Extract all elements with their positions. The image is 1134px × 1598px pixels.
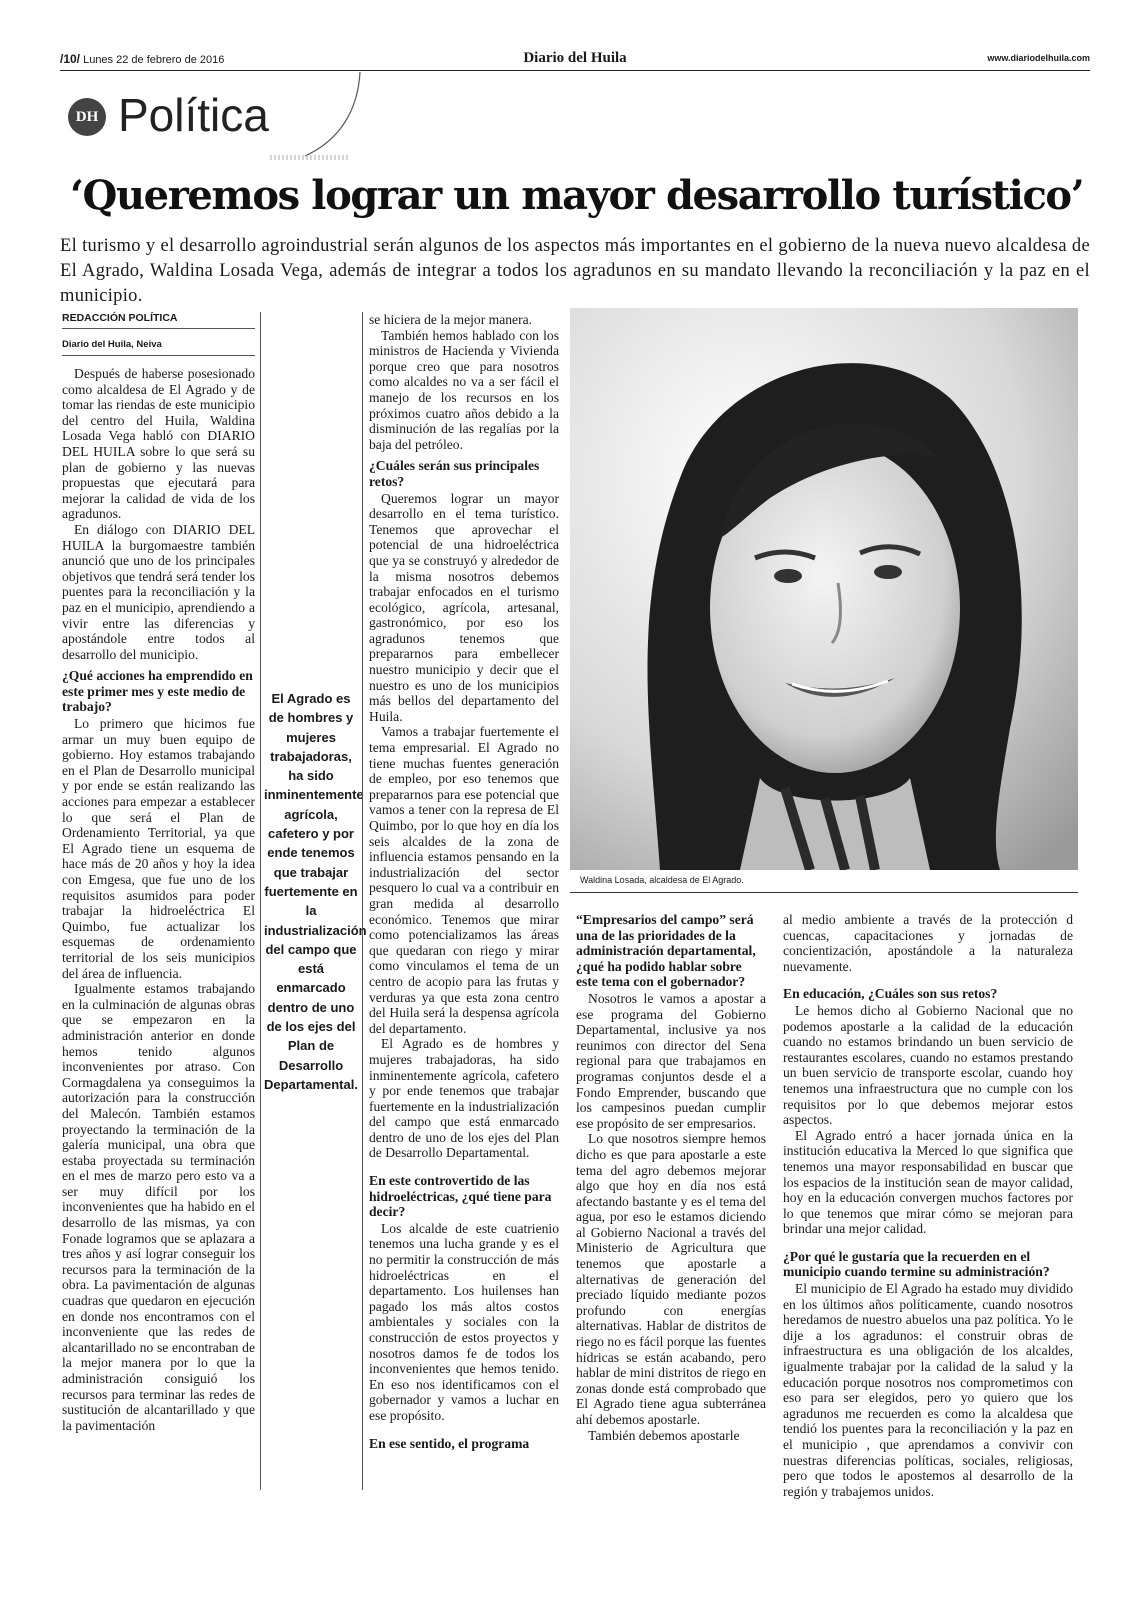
paragraph: Los alcalde de este cuatrienio tenemos una lucha grande y es el no permitir la construcción de más hidroeléctricas en el departamento. Los huilenses han pagado los más altos costos ambientales y sociales con la construcción de estos proyectos y nosotros damos fe de todos los inconvenientes que hemos tenido. En eso nos identificamos con el gobernador y vamos a luchar en ese propósito.: [369, 1220, 559, 1423]
divider: [62, 328, 255, 329]
article-headline: ‘Queremos lograr un mayor desarrollo turístico’: [70, 172, 1084, 219]
article-standfirst: El turismo y el desarrollo agroindustrial serán algunos de los aspectos más importantes en el gobierno de la nueva nuevo alcaldesa de El Agrado, Waldina Losada Vega, además de integrar a todos los agradunos en su mandato llevando la reconciliación y la paz en el municipio.: [60, 236, 1090, 306]
section-swoosh-decoration: [250, 70, 370, 160]
paragraph: El municipio de El Agrado ha estado muy dividido en los últimos años políticamente, cuando nosotros heredamos de nuestro abuelos una paz política. Yo le dije a los agradunos: el construir obras de infraestructura es una obligación de los alcaldes, igualmente trabajar por la calidad de la salud y la educación porque nosotros nos comprometimos con eso para ser elegidos, pero yo quiero que los agradunos me recuerden es como la alcaldesa que tendió los puentes para la reconciliación y la paz en el municipio , que aprendamos a convivir con nuestras diferencias políticas, sociales, religiosas, pero que todos le apostemos al desarrollo de la región y trabajemos unidos.: [783, 1281, 1073, 1499]
paragraph: Nosotros le vamos a apostar a ese programa del Gobierno Departamental, inclusive ya nos reunimos con director del Sena regional para que trabajamos en programas conjuntos desde el a Fondo Emprender, buscando que los campesinos puedan cumplir ese propósito de ser empresarios.: [576, 990, 766, 1131]
column-divider: [362, 312, 363, 1490]
interview-question: En educación, ¿Cuáles son sus retos?: [783, 986, 998, 1002]
pull-quote: El Agrado es de hombres y mujeres trabajadoras, ha sido inminentemente agrícola, cafetero y por ende tenemos que trabajar fuertemente en la industrialización del campo que está enmarcado dentro de uno de los ejes del Plan de Desarrollo Departamental.: [264, 691, 367, 1092]
paragraph: Después de haberse posesionado como alcaldesa de El Agrado y de tomar las riendas de este municipio del centro del Huila, Waldina Losada Vega habló con DIARIO DEL HUILA sobre lo que será su plan de gobierno y las nuevas propuestas que ejecutará para mejorar la calidad de vida de los agradunos.: [62, 366, 255, 522]
interview-question: ¿Cuáles serán sus principales retos?: [369, 458, 540, 489]
paragraph: El Agrado entró a hacer jornada única en la institución educativa la Merced lo que significa que tenemos una mayor responsabilidad en buscar que los espacios de la institución sean de mayor calidad, hoy en la educación convergen muchos factores por lo que tenemos que mirar cómo se mejoran para brindar una mejor calidad.: [783, 1127, 1073, 1237]
paragraph: También debemos apostarle: [588, 1427, 740, 1443]
article-column-4: [783, 912, 1073, 1499]
interview-question: En ese sentido, el programa: [369, 1435, 530, 1451]
article-column-1: [62, 366, 255, 1433]
interview-question: En este controvertido de las hidroeléctricas, ¿qué tiene para decir?: [369, 1173, 552, 1220]
page-number: /10/: [60, 52, 81, 66]
divider: [62, 355, 255, 356]
paragraph: al medio ambiente a través de la protección d cuencas, capacitaciones y jornadas de concientización, apostándole a la naturaleza nuevamente.: [783, 912, 1073, 974]
masthead: Diario del Huila: [523, 50, 627, 66]
dateline: Diario del Huila, Neiva: [62, 339, 162, 350]
portrait-photo: [570, 308, 1078, 870]
column-divider: [260, 312, 261, 1490]
interview-question: ¿Qué acciones ha emprendido en este primer mes y este medio de trabajo?: [62, 668, 253, 715]
section-title: Política: [118, 89, 269, 141]
website-url[interactable]: www.diariodelhuila.com: [987, 53, 1090, 63]
paragraph: Lo primero que hicimos fue armar un muy buen equipo de gobierno. Hoy estamos trabajando en el Plan de Desarrollo municipal y por ende se están realizando las acciones para empezar a establecer lo que será el Plan de Ordenamiento Territorial, ya que El Agrado tiene un esquema de hace más de 20 años y hoy la idea con Emgesa, que fue uno de los requisitos asumidos para poder trabajar la hidroeléctrica El Quimbo, fue actualizar los esquemas de ordenamiento territorial de los seis municipios del área de influencia.: [62, 716, 255, 981]
paragraph: Igualmente estamos trabajando en la culminación de algunas obras que se empezaron en la administración anterior en donde hemos tenido algunos inconvenientes por atraso. Con Cormagdalena ya conseguimos la autorización para la construcción del Malecón. También estamos proyectando la terminación de la galería municipal, una obra que estaba proyectada su terminación en el mes de marzo pero esto va a ser muy difícil por los inconvenientes que ha habido en el desarrollo de las mismas, ya con Fonade logramos que se aplazara a tres años y así lograr conseguir los recursos para la terminación de la obra. La pavimentación de algunas cuadras que quedaron en ejecución en donde nos encontramos con el inconveniente que las redes de alcantarillado no se encontraban de la mejor manera por lo que la administración consiguió los recursos para terminar las redes de sustitución de alcantarillado y que la pavimentación: [62, 981, 255, 1433]
paragraph: se hiciera de la mejor manera.: [369, 312, 533, 327]
photo-caption: Waldina Losada, alcaldesa de El Agrado.: [580, 875, 744, 885]
byline: REDACCIÓN POLÍTICA: [62, 312, 178, 324]
portrait-illustration: [570, 308, 1078, 870]
paragraph: También hemos hablado con los ministros de Hacienda y Vivienda porque creo que para nosotros como alcaldes no va a ser fácil el manejo de los recursos en los próximos cuatro años debido a la disminución de las regalías por la baja del petróleo.: [369, 327, 559, 452]
paragraph: Lo que nosotros siempre hemos dicho es que para apostarle a este tema del agro debemos mejorar algo que hoy en día nos está afectando bastante y es el tema del agua, por eso le estamos diciendo al Gobierno Nacional a través del Ministerio de Agricultura que tenemos que apostarle a alternativas de generación del preciado líquido mediante pozos profundo con energías alternativas. Hablar de distritos de riego no es fácil porque las fuentes hídricas se están acabando, pero hablar de mini distritos de riego en zonas donde está comprobado que El Agrado tiene agua subterránea ahí debemos apostarle.: [576, 1131, 766, 1427]
paragraph: Vamos a trabajar fuertemente el tema empresarial. El Agrado no tiene muchas fuentes generación de empleo, por eso tenemos que prepararnos para ese potencial que vamos a tener con la represa de El Quimbo, por lo que hoy en día los seis alcaldes de la zona de influencia estamos pensando en la industrialización del sector pesquero lo cual va a contribuir en gran medida al desarrollo económico. Tenemos que mirar como potencializamos las áreas que quedaran con riego y mirar como vinculamos el tema de un centro de acopio para las frutas y verduras ya que esta zona centro del Huila será la despensa agrícola del departamento.: [369, 724, 559, 1036]
article-column-3: [576, 912, 766, 1443]
divider: [570, 892, 1078, 893]
issue-date: Lunes 22 de febrero de 2016: [83, 54, 225, 66]
interview-question: ¿Por qué le gustaría que la recuerden en el municipio cuando termine su administración?: [783, 1248, 1050, 1280]
paragraph: Le hemos dicho al Gobierno Nacional que no podemos apostarle a la calidad de la educación cuando no estamos brindando un buen servicio de restaurantes escolares, cuando no estamos prestando un buen servicio de transporte escolar, cuando hoy tenemos una infraestructura que no cumple con los requisitos por lo que debemos mejorar estos aspectos.: [783, 1002, 1073, 1128]
paragraph: En diálogo con DIARIO DEL HUILA la burgomaestre también anunció que uno de los principales objetivos que tendrá será tender los puentes para la reconciliación y la paz en el municipio, aprendiendo a vivir entre las diferencias y apostándole entre todos al desarrollo del municipio.: [62, 521, 255, 662]
interview-question: “Empresarios del campo” será una de las prioridades de la administración departamental, ¿qué ha podido hablar sobre este tema con el gobernador?: [576, 912, 756, 990]
paragraph: Queremos lograr un mayor desarrollo en el tema turístico. Tenemos que aprovechar el potencial de una hidroeléctrica que ya se construyó y alrededor de la misma nosotros debemos trabajar enfocados en el turismo ecológico, agrícola, artesanal, gastronómico, por eso los agradunos tenemos que prepararnos para embellecer nuestro municipio y decir que el nuestro es uno de los municipios más bellos del departamento del Huila.: [369, 490, 559, 724]
article-column-2: [369, 312, 559, 1452]
paragraph: El Agrado es de hombres y mujeres trabajadoras, ha sido inminentemente agrícola, cafetero y por ende tenemos que trabajar fuertemente en la industrialización del campo que está enmarcado dentro de uno de los ejes del Plan de Desarrollo Departamental.: [369, 1036, 559, 1161]
dh-logo: DH: [68, 98, 106, 136]
page-header: [60, 50, 1090, 71]
